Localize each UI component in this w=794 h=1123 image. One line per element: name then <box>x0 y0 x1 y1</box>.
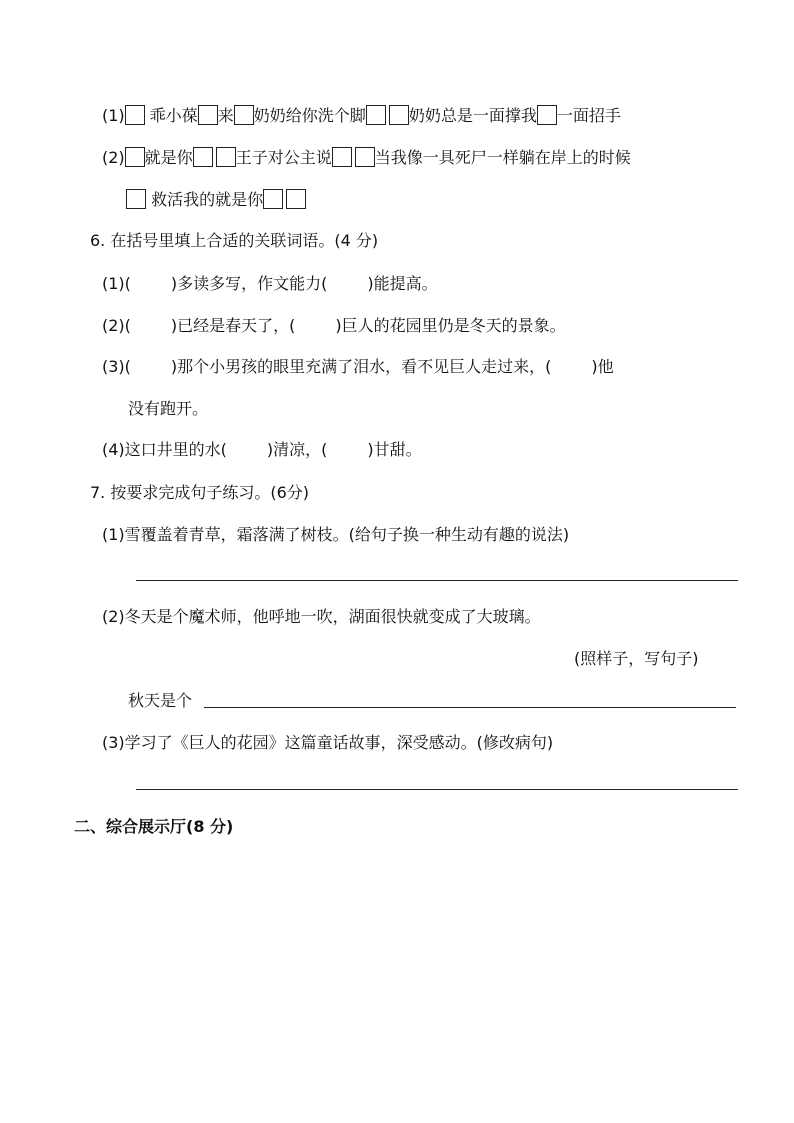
q6-item-1 <box>102 273 438 295</box>
q7-item-number: (1) <box>102 525 125 544</box>
q7-item-number: (2) <box>102 607 125 626</box>
q7-item-text: 冬天是个魔术师，他呼地一吹，湖面很快就变成了大玻璃。 <box>124 607 541 626</box>
q6-text: 这口井里的水( <box>124 440 227 459</box>
q7-item-number: (3) <box>102 733 125 752</box>
q5-text: 乖小葆 <box>149 106 198 125</box>
q6-item-number: (2) <box>102 316 125 335</box>
q6-item-number: (1) <box>102 274 125 293</box>
q7-item-text: 雪覆盖着青草，霜落满了树枝。(给句子换一种生动有趣的说法) <box>124 525 570 544</box>
answer-box[interactable] <box>216 147 236 167</box>
answer-box[interactable] <box>389 105 409 125</box>
q6-text: )他 <box>591 357 614 376</box>
q5-item-2-number: (2) <box>102 148 125 167</box>
q7-item-2-prefix: 秋天是个 <box>128 691 193 710</box>
q7-item-3 <box>102 732 553 754</box>
q5-text: 一面招手 <box>556 106 621 125</box>
q6-text: )已经是春天了，( <box>170 316 296 335</box>
bracket-open: ( <box>124 357 131 376</box>
bracket-open: ( <box>124 316 131 335</box>
q6-text: )能提高。 <box>367 274 438 293</box>
answer-box[interactable] <box>537 105 557 125</box>
answer-box[interactable] <box>126 189 146 209</box>
q7-item-1 <box>102 524 569 546</box>
q6-text: )多读多写，作文能力( <box>170 274 328 293</box>
q7-item-2-hint: (照样子，写句子) <box>574 649 699 668</box>
q5-text: 来 <box>217 106 234 125</box>
section-2-heading: 二、综合展示厅(8 分) <box>74 817 234 836</box>
answer-line[interactable] <box>136 580 738 581</box>
q5-text: 奶奶总是一面撑我 <box>408 106 537 125</box>
q5-line-1 <box>102 105 621 127</box>
q7-item-text: 学习了《巨人的花园》这篇童话故事，深受感动。(修改病句) <box>124 733 554 752</box>
q5-line-3 <box>126 189 306 211</box>
q6-text: )甘甜。 <box>367 440 422 459</box>
q5-item-1-number: (1) <box>102 106 125 125</box>
q6-text: )巨人的花园里仍是冬天的景象。 <box>335 316 566 335</box>
answer-box[interactable] <box>198 105 218 125</box>
answer-box[interactable] <box>125 147 145 167</box>
q5-text: 就是你 <box>144 148 193 167</box>
answer-box[interactable] <box>193 147 213 167</box>
q6-item-number: (4) <box>102 440 125 459</box>
answer-box[interactable] <box>366 105 386 125</box>
q6-text: )那个小男孩的眼里充满了泪水，看不见巨人走过来，( <box>170 357 552 376</box>
answer-box[interactable] <box>125 105 145 125</box>
q6-item-3 <box>102 356 614 378</box>
answer-box[interactable] <box>332 147 352 167</box>
bracket-open: ( <box>124 274 131 293</box>
q6-item-4 <box>102 439 422 461</box>
q6-heading: 6. 在括号里填上合适的关联词语。(4 分) <box>90 231 379 250</box>
answer-box[interactable] <box>286 189 306 209</box>
answer-box[interactable] <box>355 147 375 167</box>
q7-heading: 7. 按要求完成句子练习。(6分) <box>90 483 310 502</box>
answer-box[interactable] <box>263 189 283 209</box>
answer-line[interactable] <box>136 789 738 790</box>
answer-line[interactable] <box>204 707 736 708</box>
q5-line-2 <box>102 147 631 169</box>
answer-box[interactable] <box>234 105 254 125</box>
q5-text: 当我像一具死尸一样躺在岸上的时候 <box>374 148 631 167</box>
q6-item-number: (3) <box>102 357 125 376</box>
q6-item-3-continuation: 没有跑开。 <box>128 399 209 418</box>
q6-text: )清凉，( <box>266 440 328 459</box>
q5-text: 救活我的就是你 <box>151 190 264 209</box>
q5-text: 奶奶给你洗个脚 <box>253 106 366 125</box>
q7-item-2 <box>102 606 541 628</box>
q6-item-2 <box>102 315 566 337</box>
q5-text: 王子对公主说 <box>235 148 332 167</box>
